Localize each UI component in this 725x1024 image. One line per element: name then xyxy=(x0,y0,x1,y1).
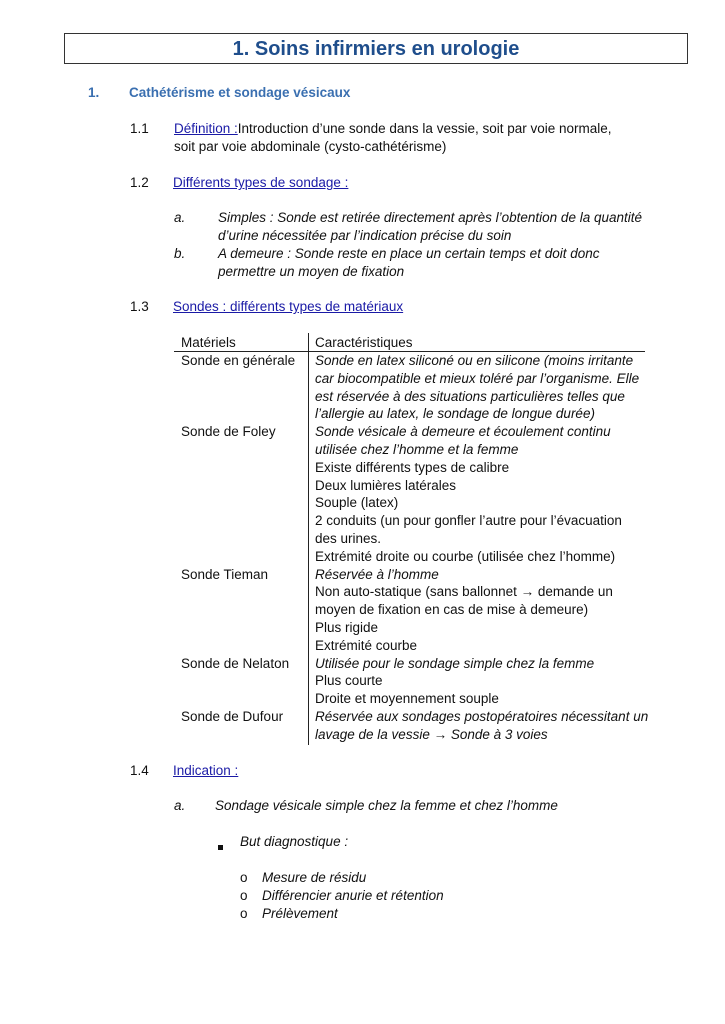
section-heading: Cathétérisme et sondage vésicaux xyxy=(129,85,351,100)
definition-line xyxy=(174,121,612,136)
circle-bullet: o xyxy=(240,870,248,885)
list-marker: b. xyxy=(174,246,186,261)
table-cell-characteristic: car biocompatible et mieux toléré par l’organisme. Elle xyxy=(315,371,640,386)
table-cell-characteristic: Droite et moyennement souple xyxy=(315,691,499,706)
table-cell-characteristic: lavage de la vessie → Sonde à 3 voies xyxy=(315,727,548,742)
table-header-divider xyxy=(174,351,645,352)
subsection-number: 1.1 xyxy=(130,121,149,136)
table-cell-characteristic: Souple (latex) xyxy=(315,495,399,510)
table-cell-characteristic: Extrémité droite ou courbe (utilisée chez l’homme) xyxy=(315,549,616,564)
definition-text-cont: soit par voie abdominale (cysto-cathétérisme) xyxy=(174,139,447,154)
subsection-heading: Indication : xyxy=(173,763,239,778)
table-cell-characteristic: est réservée à des situations particulières telles que xyxy=(315,389,625,404)
goal-item: Différencier anurie et rétention xyxy=(262,888,444,903)
table-cell-characteristic: Sonde vésicale à demeure et écoulement continu xyxy=(315,424,611,439)
definition-text: Introduction d’une sonde dans la vessie, soit par voie normale, xyxy=(237,121,612,136)
page-title: 1. Soins infirmiers en urologie xyxy=(64,33,688,64)
table-cell-characteristic: Réservée à l’homme xyxy=(315,567,439,582)
list-marker: a. xyxy=(174,210,186,225)
table-cell-material: Sonde de Foley xyxy=(181,424,276,439)
goal-item: Mesure de résidu xyxy=(262,870,367,885)
table-cell-material: Sonde en générale xyxy=(181,353,296,368)
section-number: 1. xyxy=(88,85,100,100)
square-bullet xyxy=(218,838,223,853)
table-cell-characteristic: Plus rigide xyxy=(315,620,379,635)
table-cell-material: Sonde de Dufour xyxy=(181,709,284,724)
subsection-number: 1.2 xyxy=(130,175,149,190)
table-cell-characteristic: l’allergie au latex, le sondage de longue durée) xyxy=(315,406,595,421)
table-header-characteristics: Caractéristiques xyxy=(315,335,413,350)
table-cell-characteristic: utilisée chez l’homme et la femme xyxy=(315,442,519,457)
list-item-cont: d’urine nécessitée par l’indication précise du soin xyxy=(218,228,512,243)
subsection-heading: Différents types de sondage : xyxy=(173,175,349,190)
circle-bullet: o xyxy=(240,888,248,903)
list-item: A demeure : Sonde reste en place un certain temps et doit donc xyxy=(218,246,600,261)
list-item-cont: permettre un moyen de fixation xyxy=(218,264,405,279)
table-cell-characteristic: 2 conduits (un pour gonfler l’autre pour l’évacuation xyxy=(315,513,622,528)
list-item: Simples : Sonde est retirée directement après l’obtention de la quantité xyxy=(218,210,642,225)
table-cell-characteristic: Plus courte xyxy=(315,673,383,688)
table-cell-characteristic: Extrémité courbe xyxy=(315,638,418,653)
goal-item: Prélèvement xyxy=(262,906,338,921)
table-header-materials: Matériels xyxy=(181,335,236,350)
table-cell-characteristic: Réservée aux sondages postopératoires nécessitant un xyxy=(315,709,649,724)
goal-heading: But diagnostique : xyxy=(240,834,349,849)
list-marker: a. xyxy=(174,798,186,813)
table-cell-characteristic: Existe différents types de calibre xyxy=(315,460,510,475)
table-column-divider xyxy=(308,333,309,745)
table-cell-characteristic: Deux lumières latérales xyxy=(315,478,457,493)
circle-bullet: o xyxy=(240,906,248,921)
table-cell-characteristic: des urines. xyxy=(315,531,382,546)
table-cell-characteristic: Non auto-statique (sans ballonnet → demande un xyxy=(315,584,613,599)
subsection-heading: Sondes : différents types de matériaux xyxy=(173,299,404,314)
table-cell-characteristic: moyen de fixation en cas de mise à demeure) xyxy=(315,602,589,617)
definition-label: Définition : xyxy=(174,121,238,136)
table-cell-characteristic: Sonde en latex siliconé ou en silicone (moins irritante xyxy=(315,353,634,368)
table-cell-characteristic: Utilisée pour le sondage simple chez la femme xyxy=(315,656,595,671)
table-cell-material: Sonde Tieman xyxy=(181,567,269,582)
subsection-number: 1.4 xyxy=(130,763,149,778)
table-cell-material: Sonde de Nelaton xyxy=(181,656,290,671)
subsection-number: 1.3 xyxy=(130,299,149,314)
indication-item: Sondage vésicale simple chez la femme et chez l’homme xyxy=(215,798,558,813)
